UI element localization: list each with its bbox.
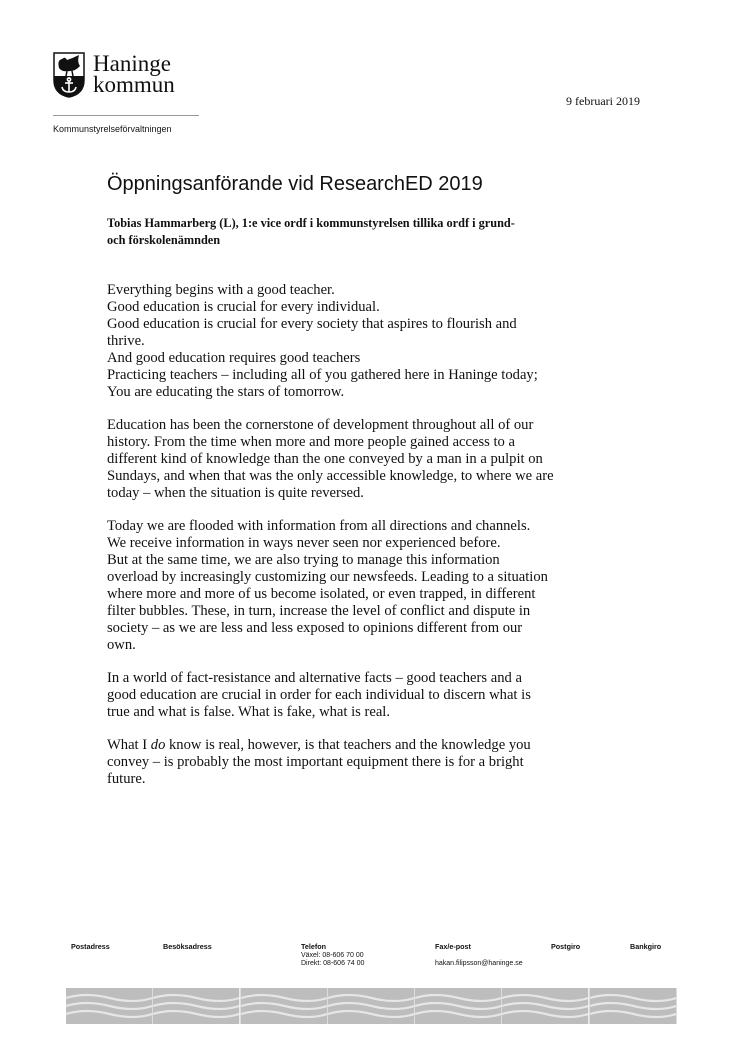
text-line: different kind of knowledge than the one conveyed by a man in a pulpit on — [107, 451, 543, 467]
logo-wordmark — [93, 53, 175, 98]
paragraph — [107, 282, 667, 401]
footer-postadress-label: Postadress — [71, 942, 110, 951]
document-date: 9 februari 2019 — [566, 94, 640, 108]
text-line: But at the same time, we are also trying to manage this information — [107, 552, 500, 568]
header-divider — [53, 115, 199, 116]
text-line: Good education is crucial for every society that aspires to flourish and — [107, 316, 517, 332]
document-title: Öppningsanförande vid ResearchED 2019 — [107, 173, 483, 195]
logo-line-1: Haninge — [93, 51, 171, 76]
text-line: Good education is crucial for every individual. — [107, 299, 380, 315]
wave-band-decoration — [66, 988, 677, 1024]
footer-fax-label: Fax/e-post — [435, 942, 471, 951]
text-line: true and what is false. What is fake, what is real. — [107, 704, 390, 720]
footer-bankgiro-label: Bankgiro — [630, 942, 662, 951]
wave-segment — [66, 988, 153, 1024]
text-line: Today we are flooded with information from all directions and channels. — [107, 518, 531, 534]
paragraph — [107, 737, 667, 788]
wave-segment — [328, 988, 415, 1024]
footer-email[interactable]: hakan.filipsson@haninge.se — [435, 960, 523, 967]
subtitle-line: Tobias Hammarberg (L), 1:e vice ordf i kommunstyrelsen tillika ordf i grund- — [107, 216, 515, 230]
wave-segment — [153, 988, 240, 1024]
text-line: Practicing teachers – including all of you gathered here in Haninge today; — [107, 367, 538, 383]
coat-of-arms-icon — [53, 52, 85, 98]
text-line: We receive information in ways never seen nor experienced before. — [107, 535, 501, 551]
wave-segment — [502, 988, 589, 1024]
text-line: overload by increasingly customizing our newsfeeds. Leading to a situation — [107, 569, 548, 585]
text-run: know is real, however, is that teachers and the knowledge you — [165, 737, 531, 753]
emphasis: do — [150, 737, 166, 753]
footer-besoksadress-label: Besöksadress — [163, 942, 212, 951]
text-line: convey – is probably the most important equipment there is for a bright — [107, 754, 524, 770]
document-subtitle — [107, 215, 627, 249]
text-line: You are educating the stars of tomorrow. — [107, 384, 345, 400]
text-line: filter bubbles. These, in turn, increase the level of conflict and dispute in — [107, 603, 531, 619]
text-line: In a world of fact-resistance and alternative facts – good teachers and a — [107, 670, 522, 686]
text-line: And good education requires good teachers — [107, 350, 361, 366]
wave-segment — [415, 988, 502, 1024]
text-line: good education are crucial in order for each individual to discern what is — [107, 687, 531, 703]
footer-telefon-label: Telefon — [301, 942, 327, 951]
paragraph — [107, 518, 667, 654]
text-line: thrive. — [107, 333, 145, 349]
text-line: Education has been the cornerstone of development throughout all of our — [107, 417, 534, 433]
logo-line-2: kommun — [93, 72, 175, 97]
speech-body — [107, 282, 667, 804]
department-name: Kommunstyrelseförvaltningen — [53, 124, 172, 134]
subtitle-line: och förskolenämnden — [107, 233, 221, 247]
text-line: Everything begins with a good teacher. — [107, 282, 335, 298]
paragraph — [107, 670, 667, 721]
text-line — [107, 737, 667, 754]
footer-vaxel: Växel: 08-606 70 00 — [301, 951, 364, 959]
text-line: history. From the time when more and more people gained access to a — [107, 434, 515, 450]
text-line: where more and more of us become isolated, or even trapped, in different — [107, 586, 536, 602]
text-line: society – as we are less and less exposed to opinions different from our — [107, 620, 523, 636]
wave-segment — [590, 988, 677, 1024]
municipality-logo — [53, 52, 175, 98]
text-run: What I — [107, 737, 151, 753]
wave-segment — [241, 988, 328, 1024]
paragraph — [107, 417, 667, 502]
text-line: Sundays, and when that was the only accessible knowledge, to where we are — [107, 468, 554, 484]
footer-direkt: Direkt: 08-606 74 00 — [301, 960, 365, 967]
footer-postgiro-label: Postgiro — [551, 942, 581, 951]
text-line: today – when the situation is quite reversed. — [107, 485, 364, 501]
text-line: own. — [107, 637, 136, 653]
text-line: future. — [107, 771, 146, 787]
